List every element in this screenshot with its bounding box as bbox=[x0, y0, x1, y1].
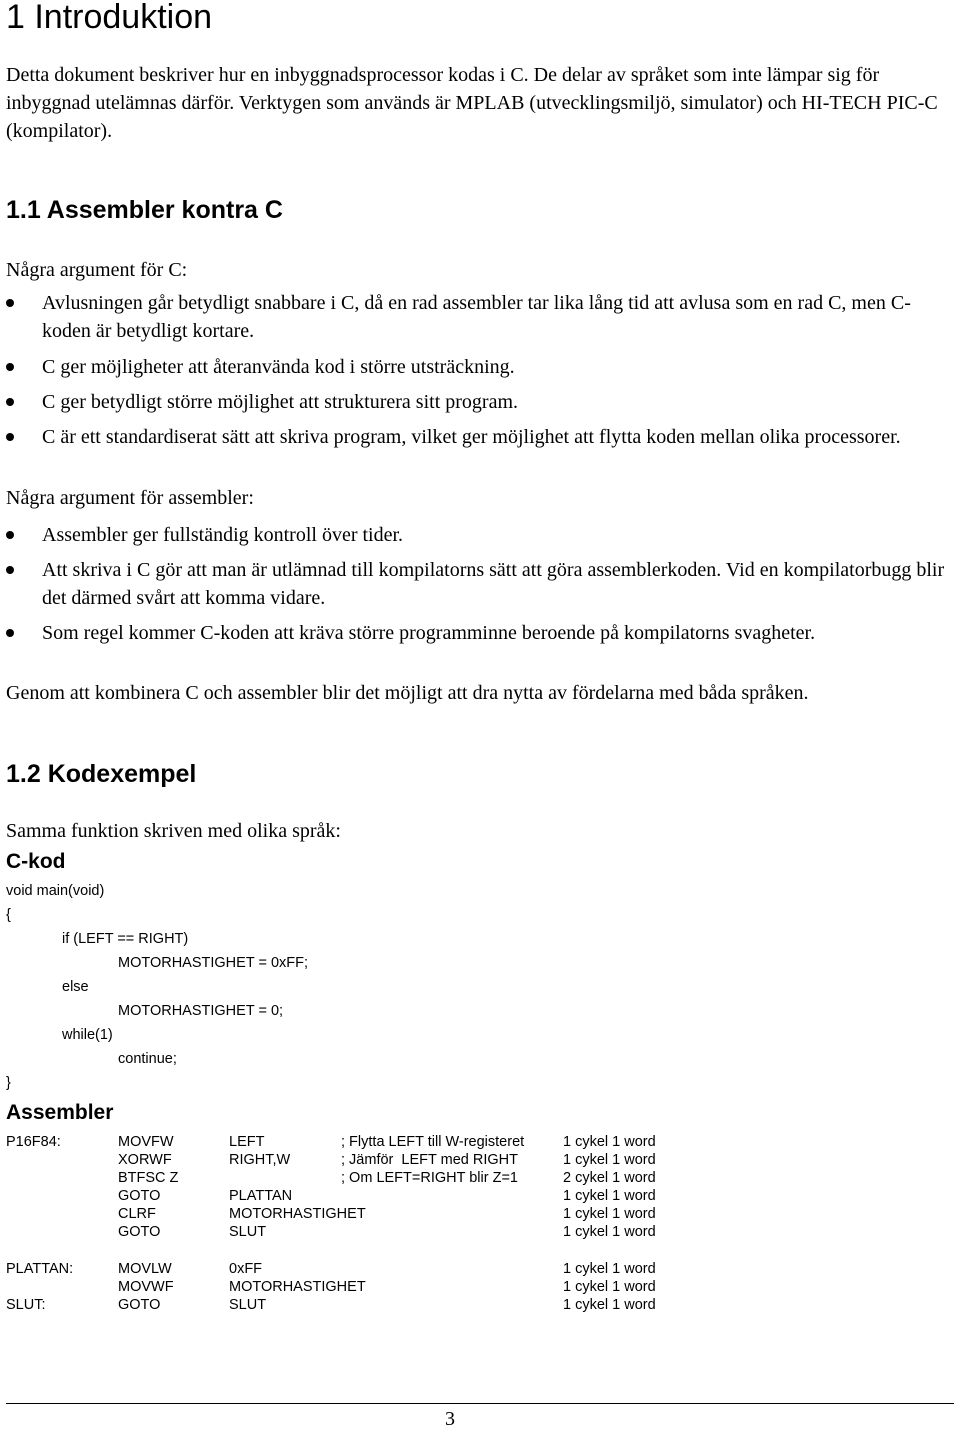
asm-opcode: BTFSC Z bbox=[118, 1170, 179, 1186]
asm-operand: LEFT bbox=[229, 1134, 265, 1150]
code-line: void main(void) bbox=[6, 883, 105, 899]
asm-label: PLATTAN: bbox=[6, 1261, 74, 1277]
asm-cycles: 1 cykel 1 word bbox=[563, 1261, 656, 1277]
asm-cycles: 1 cykel 1 word bbox=[563, 1134, 656, 1150]
asm-cycles: 1 cykel 1 word bbox=[563, 1297, 656, 1313]
code-line: while(1) bbox=[62, 1027, 113, 1043]
code-line: MOTORHASTIGHET = 0xFF; bbox=[118, 955, 309, 971]
list-item: Avlusningen går betydligt snabbare i C, då en rad assembler tar lika lång tid att avlusa som en rad C, men C-koden är betydligt kortare. bbox=[42, 292, 911, 342]
c-arguments-label: Några argument för C: bbox=[6, 259, 188, 281]
asm-comment: ; Jämför LEFT med RIGHT bbox=[341, 1152, 518, 1168]
code-line: continue; bbox=[118, 1051, 177, 1067]
asm-opcode: MOVFW bbox=[118, 1134, 174, 1150]
intro-paragraph: Detta dokument beskriver hur en inbyggnadsprocessor kodas i C. De delar av språket som inte lämpar sig för inbyggnad utelämnas därför. Verktygen som används är MPLAB (utvecklingsmiljö, simulator) och HI-TECH PIC-C (kompilator). bbox=[6, 64, 938, 142]
asm-label: P16F84: bbox=[6, 1134, 61, 1150]
code-intro: Samma funktion skriven med olika språk: bbox=[6, 820, 341, 842]
bullet-icon bbox=[6, 433, 14, 441]
list-item: Som regel kommer C-koden att kräva större programminne beroende på kompilatorns svagheter. bbox=[42, 622, 816, 644]
asm-opcode: XORWF bbox=[118, 1152, 172, 1168]
asm-operand: PLATTAN bbox=[229, 1188, 293, 1204]
asm-operand: MOTORHASTIGHET bbox=[229, 1279, 366, 1295]
asm-opcode: CLRF bbox=[118, 1206, 156, 1222]
section-heading-1-1: 1.1 Assembler kontra C bbox=[6, 196, 283, 224]
page-heading: 1 Introduktion bbox=[6, 0, 213, 36]
asm-cycles: 2 cykel 1 word bbox=[563, 1170, 656, 1186]
list-item: C är ett standardiserat sätt att skriva program, vilket ger möjlighet att flytta koden mellan olika processorer. bbox=[42, 426, 901, 448]
list-item: C ger betydligt större möjlighet att strukturera sitt program. bbox=[42, 391, 519, 413]
bullet-icon bbox=[6, 363, 14, 371]
asm-opcode: GOTO bbox=[118, 1224, 161, 1240]
list-item: Att skriva i C gör att man är utlämnad till kompilatorns sätt att göra assemblerkoden. Vid en kompilatorbugg blir det därmed svårt att komma vidare. bbox=[42, 559, 945, 609]
bullet-icon bbox=[6, 398, 14, 406]
asm-operand: MOTORHASTIGHET bbox=[229, 1206, 366, 1222]
bullet-icon bbox=[6, 629, 14, 637]
section-heading-1-2: 1.2 Kodexempel bbox=[6, 760, 197, 788]
c-code-heading: C-kod bbox=[6, 850, 66, 873]
bullet-icon bbox=[6, 531, 14, 539]
asm-operand: 0xFF bbox=[229, 1261, 263, 1277]
asm-comment: ; Om LEFT=RIGHT blir Z=1 bbox=[341, 1170, 518, 1186]
asm-operand: SLUT bbox=[229, 1224, 267, 1240]
code-line: MOTORHASTIGHET = 0; bbox=[118, 1003, 284, 1019]
asm-opcode: GOTO bbox=[118, 1188, 161, 1204]
code-line: } bbox=[6, 1075, 11, 1091]
asm-cycles: 1 cykel 1 word bbox=[563, 1188, 656, 1204]
asm-label: SLUT: bbox=[6, 1297, 46, 1313]
list-item: C ger möjligheter att återanvända kod i större utsträckning. bbox=[42, 356, 515, 378]
asm-comment: ; Flytta LEFT till W-registeret bbox=[341, 1134, 525, 1150]
code-line: { bbox=[6, 907, 11, 923]
code-line: else bbox=[62, 979, 89, 995]
list-item: Assembler ger fullständig kontroll över tider. bbox=[42, 524, 404, 546]
asm-cycles: 1 cykel 1 word bbox=[563, 1206, 656, 1222]
footer-divider bbox=[6, 1403, 954, 1404]
asm-arguments-label: Några argument för assembler: bbox=[6, 487, 254, 509]
asm-cycles: 1 cykel 1 word bbox=[563, 1279, 656, 1295]
bullet-icon bbox=[6, 566, 14, 574]
assembler-heading: Assembler bbox=[6, 1101, 114, 1124]
conclusion-paragraph: Genom att kombinera C och assembler blir det möjligt att dra nytta av fördelarna med båda språken. bbox=[6, 682, 809, 704]
code-line: if (LEFT == RIGHT) bbox=[62, 931, 189, 947]
page-number: 3 bbox=[445, 1408, 455, 1430]
asm-cycles: 1 cykel 1 word bbox=[563, 1152, 656, 1168]
bullet-icon bbox=[6, 299, 14, 307]
asm-opcode: GOTO bbox=[118, 1297, 161, 1313]
asm-cycles: 1 cykel 1 word bbox=[563, 1224, 656, 1240]
asm-operand: SLUT bbox=[229, 1297, 267, 1313]
asm-opcode: MOVWF bbox=[118, 1279, 174, 1295]
asm-opcode: MOVLW bbox=[118, 1261, 172, 1277]
asm-operand: RIGHT,W bbox=[229, 1152, 291, 1168]
